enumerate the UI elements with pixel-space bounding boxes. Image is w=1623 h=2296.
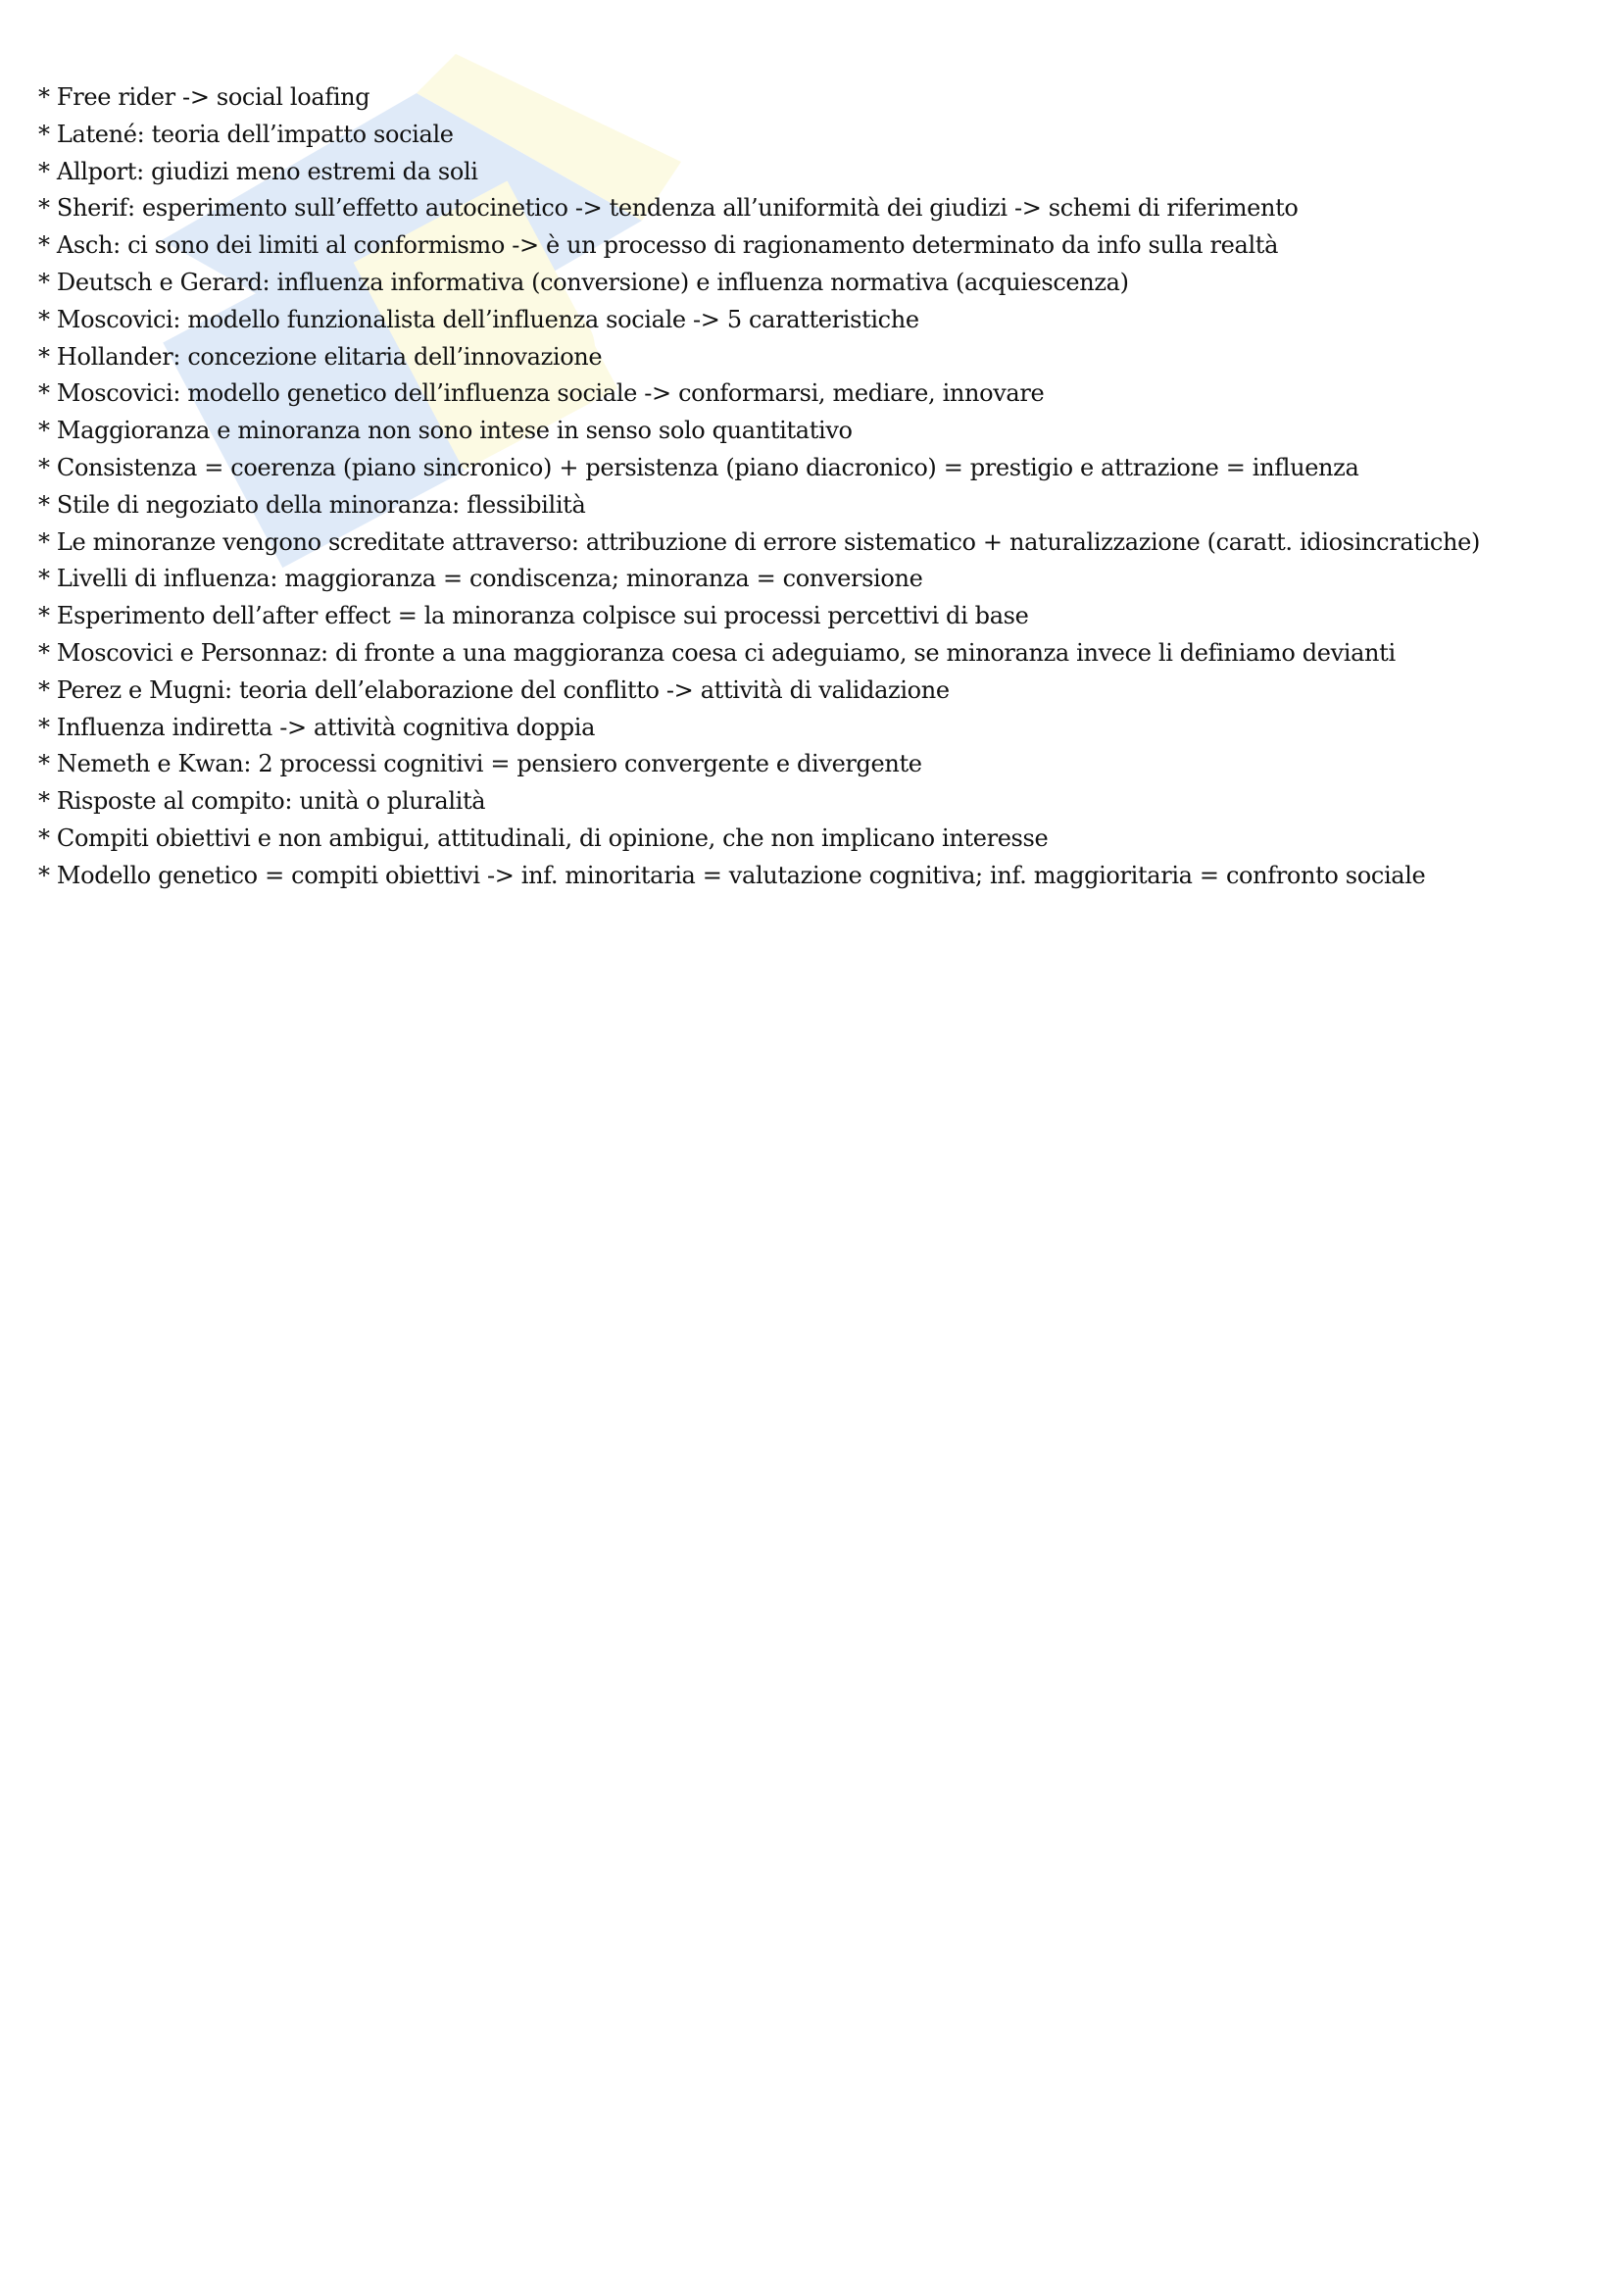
note-line: * Free rider -> social loafing	[38, 83, 370, 111]
note-line: * Moscovici e Personnaz: di fronte a una maggioranza coesa ci adeguiamo, se minoranza invece li definiamo devianti	[38, 638, 1396, 667]
note-line: * Consistenza = coerenza (piano sincronico) + persistenza (piano diacronico) = prestigio e attrazione = influenza	[38, 453, 1359, 481]
note-line: * Sherif: esperimento sull’effetto autocinetico -> tendenza all’uniformità dei giudizi -> schemi di riferimento	[38, 194, 1299, 223]
note-line: * Stile di negoziato della minoranza: flessibilità	[38, 490, 586, 519]
notes-list	[38, 79, 1597, 895]
note-line: * Moscovici: modello genetico dell’influenza sociale -> conformarsi, mediare, innovare	[38, 379, 1045, 408]
note-line: * Influenza indiretta -> attività cognitiva doppia	[38, 713, 596, 741]
note-line: * Le minoranze vengono screditate attraverso: attribuzione di errore sistematico + naturalizzazione (caratt. idiosincratiche)	[38, 527, 1480, 556]
note-line: * Asch: ci sono dei limiti al conformismo -> è un processo di ragionamento determinato da info sulla realtà	[38, 231, 1279, 260]
note-line: * Hollander: concezione elitaria dell’innovazione	[38, 342, 603, 371]
note-line: * Deutsch e Gerard: influenza informativa (conversione) e influenza normativa (acquiescenza)	[38, 268, 1129, 296]
note-line: * Compiti obiettivi e non ambigui, attitudinali, di opinione, che non implicano interesse	[38, 824, 1049, 852]
note-line: * Nemeth e Kwan: 2 processi cognitivi = pensiero convergente e divergente	[38, 750, 922, 778]
note-line: * Perez e Mugni: teoria dell’elaborazione del conflitto -> attività di validazione	[38, 675, 950, 704]
note-line: * Maggioranza e minoranza non sono intese in senso solo quantitativo	[38, 417, 853, 445]
note-line: * Latené: teoria dell’impatto sociale	[38, 120, 454, 148]
note-line: * Modello genetico = compiti obiettivi -> inf. minoritaria = valutazione cognitiva; inf. maggioritaria = confronto sociale	[38, 861, 1426, 889]
note-line: * Livelli di influenza: maggioranza = condiscenza; minoranza = conversione	[38, 565, 923, 593]
note-line: * Allport: giudizi meno estremi da soli	[38, 157, 478, 185]
note-line: * Moscovici: modello funzionalista dell’influenza sociale -> 5 caratteristiche	[38, 305, 919, 333]
note-line: * Risposte al compito: unità o pluralità	[38, 787, 486, 816]
note-line: * Esperimento dell’after effect = la minoranza colpisce sui processi percettivi di base	[38, 602, 1029, 630]
